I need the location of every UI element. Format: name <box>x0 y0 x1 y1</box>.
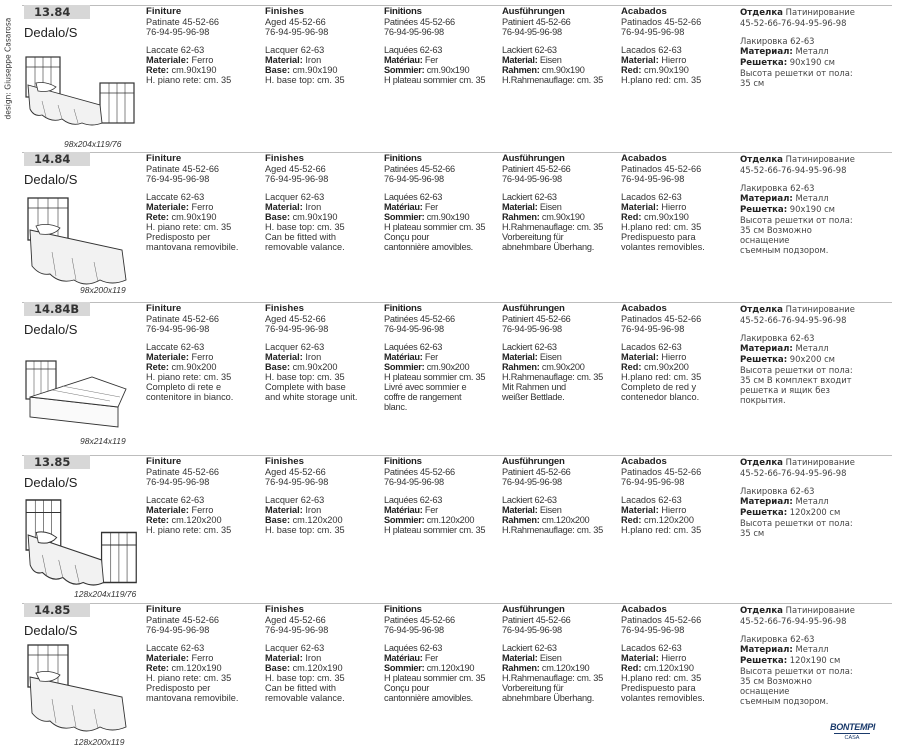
product-dimensions: 128x200x119 <box>74 737 125 747</box>
product-code: 14.85 <box>24 603 90 617</box>
spec-en: Finishes Aged 45-52-66 76-94-95-96-98 Lacquer 62-63 Material: Iron Base: cm.90x190 H. base top: cm. 35 Can be fitted with removable valance. <box>265 153 345 252</box>
product-model: Dedalo/S <box>24 172 78 187</box>
product-entry <box>22 603 892 748</box>
spec-it: Finiture Patinate 45-52-66 76-94-95-96-98 Laccate 62-63 Materiale: Ferro Rete: cm.90x190 H. piano rete: cm. 35 Predisposto per mantovana removibile. <box>146 153 239 252</box>
spec-de: Ausführungen Patiniert 45-52-66 76-94-95-96-98 Lackiert 62-63 Material: Eisen Rahmen: cm.120x190 H.Rahmenauflage: cm. 35 Vorbereitung für abnehmbare Überhang. <box>502 604 603 703</box>
product-entry <box>22 5 892 149</box>
product-model: Dedalo/S <box>24 623 78 638</box>
spec-fr: Finitions Patinées 45-52-66 76-94-95-96-98 Laquées 62-63 Matériau: Fer Sommier: cm.120x200 H plateau sommier cm. 35 <box>384 456 486 535</box>
spec-en: Finishes Aged 45-52-66 76-94-95-96-98 Lacquer 62-63 Material: Iron Base: cm.90x190 H. base top: cm. 35 <box>265 6 345 85</box>
spec-it: Finiture Patinate 45-52-66 76-94-95-96-98 Laccate 62-63 Materiale: Ferro Rete: cm.90x200 H. piano rete: cm. 35 Completo di rete e contenitore in bianco. <box>146 303 234 402</box>
bed-illustration <box>22 643 138 735</box>
spec-ru: Отделка Патинирование 45-52-66-76-94-95-96-98 Лакировка 62-63 Материал: Металл Решетка: 90x200 см Высота решетки от пола: 35 см В комплект входит решетка и ящик без покрытия. <box>740 304 855 405</box>
product-entry <box>22 152 892 295</box>
bed-illustration <box>22 495 138 587</box>
spec-it: Finiture Patinate 45-52-66 76-94-95-96-98 Laccate 62-63 Materiale: Ferro Rete: cm.120x200 H. piano rete: cm. 35 <box>146 456 232 535</box>
spec-fr: Finitions Patinées 45-52-66 76-94-95-96-98 Laquées 62-63 Matériau: Fer Sommier: cm.120x190 H plateau sommier cm. 35 Conçu pour cantonnière amovibles. <box>384 604 486 703</box>
designer-credit: design: Giuseppe Casarosa <box>3 17 13 120</box>
spec-de: Ausführungen Patiniert 45-52-66 76-94-95-96-98 Lackiert 62-63 Material: Eisen Rahmen: cm.90x190 H.Rahmenauflage: cm. 35 <box>502 6 603 85</box>
spec-ru: Отделка Патинирование 45-52-66-76-94-95-96-98 Лакировка 62-63 Материал: Металл Решетка: 120x190 см Высота решетки от пола: 35 см Возможно оснащение съемным подзором. <box>740 605 855 706</box>
product-code: 13.84 <box>24 5 90 19</box>
spec-es: Acabados Patinados 45-52-66 76-94-95-96-98 Lacados 62-63 Material: Hierro Red: cm.120x190 H.plano red: cm. 35 Predispuesto para volantes removibles. <box>621 604 705 703</box>
spec-fr: Finitions Patinées 45-52-66 76-94-95-96-98 Laquées 62-63 Matériau: Fer Sommier: cm.90x190 H plateau sommier cm. 35 <box>384 6 486 85</box>
product-entry <box>22 302 892 447</box>
product-dimensions: 128x204x119/76 <box>74 589 137 599</box>
spec-es: Acabados Patinados 45-52-66 76-94-95-96-98 Lacados 62-63 Material: Hierro Red: cm.90x190 H.plano red: cm. 35 Predispuesto para volantes removibles. <box>621 153 705 252</box>
product-model: Dedalo/S <box>24 322 78 337</box>
product-code: 13.85 <box>24 455 90 469</box>
spec-en: Finishes Aged 45-52-66 76-94-95-96-98 Lacquer 62-63 Material: Iron Base: cm.120x190 H. base top: cm. 35 Can be fitted with removable valance. <box>265 604 345 703</box>
spec-ru: Отделка Патинирование 45-52-66-76-94-95-96-98 Лакировка 62-63 Материал: Металл Решетка: 120x200 см Высота решетки от пола: 35 см <box>740 457 855 538</box>
spec-de: Ausführungen Patiniert 45-52-66 76-94-95-96-98 Lackiert 62-63 Material: Eisen Rahmen: cm.90x190 H.Rahmenauflage: cm. 35 Vorbereitung für abnehmbare Überhang. <box>502 153 603 252</box>
brand-logo: BONTEMPI CASA <box>830 722 876 741</box>
bed-illustration <box>22 196 138 286</box>
product-dimensions: 98x200x119 <box>80 285 126 295</box>
spec-it: Finiture Patinate 45-52-66 76-94-95-96-98 Laccate 62-63 Materiale: Ferro Rete: cm.90x190 H. piano rete: cm. 35 <box>146 6 232 85</box>
bed-illustration <box>22 53 138 131</box>
spec-de: Ausführungen Patiniert 45-52-66 76-94-95-96-98 Lackiert 62-63 Material: Eisen Rahmen: cm.90x200 H.Rahmenauflage: cm. 35 Mit Rahmen und weißer Bettlade. <box>502 303 603 402</box>
spec-de: Ausführungen Patiniert 45-52-66 76-94-95-96-98 Lackiert 62-63 Material: Eisen Rahmen: cm.120x200 H.Rahmenauflage: cm. 35 <box>502 456 603 535</box>
spec-es: Acabados Patinados 45-52-66 76-94-95-96-98 Lacados 62-63 Material: Hierro Red: cm.120x200 H.plano red: cm. 35 <box>621 456 702 535</box>
bed-illustration <box>22 357 138 433</box>
product-model: Dedalo/S <box>24 475 78 490</box>
product-code: 14.84 <box>24 152 90 166</box>
spec-en: Finishes Aged 45-52-66 76-94-95-96-98 Lacquer 62-63 Material: Iron Base: cm.120x200 H. base top: cm. 35 <box>265 456 345 535</box>
spec-ru: Отделка Патинирование 45-52-66-76-94-95-96-98 Лакировка 62-63 Материал: Металл Решетка: 90x190 см Высота решетки от пола: 35 см <box>740 7 855 88</box>
product-model: Dedalo/S <box>24 25 78 40</box>
product-dimensions: 98x214x119 <box>80 436 126 446</box>
spec-it: Finiture Patinate 45-52-66 76-94-95-96-98 Laccate 62-63 Materiale: Ferro Rete: cm.120x190 H. piano rete: cm. 35 Predisposto per mantovana removibile. <box>146 604 239 703</box>
spec-en: Finishes Aged 45-52-66 76-94-95-96-98 Lacquer 62-63 Material: Iron Base: cm.90x200 H. base top: cm. 35 Complete with base and white storage unit. <box>265 303 358 402</box>
product-entry <box>22 455 892 600</box>
spec-ru: Отделка Патинирование 45-52-66-76-94-95-96-98 Лакировка 62-63 Материал: Металл Решетка: 90x190 см Высота решетки от пола: 35 см Возможно оснащение съемным подзором. <box>740 154 855 255</box>
product-dimensions: 98x204x119/76 <box>64 139 122 149</box>
spec-es: Acabados Patinados 45-52-66 76-94-95-96-98 Lacados 62-63 Material: Hierro Red: cm.90x200 H.plano red: cm. 35 Completo de red y contenedor blanco. <box>621 303 702 402</box>
spec-fr: Finitions Patinées 45-52-66 76-94-95-96-98 Laquées 62-63 Matériau: Fer Sommier: cm.90x200 H plateau sommier cm. 35 Livré avec sommier e coffre de rangement blanc. <box>384 303 486 412</box>
product-code: 14.84B <box>24 302 90 316</box>
spec-es: Acabados Patinados 45-52-66 76-94-95-96-98 Lacados 62-63 Material: Hierro Red: cm.90x190 H.plano red: cm. 35 <box>621 6 702 85</box>
spec-fr: Finitions Patinées 45-52-66 76-94-95-96-98 Laquées 62-63 Matériau: Fer Sommier: cm.90x190 H plateau sommier cm. 35 Conçu pour cantonnière amovibles. <box>384 153 486 252</box>
